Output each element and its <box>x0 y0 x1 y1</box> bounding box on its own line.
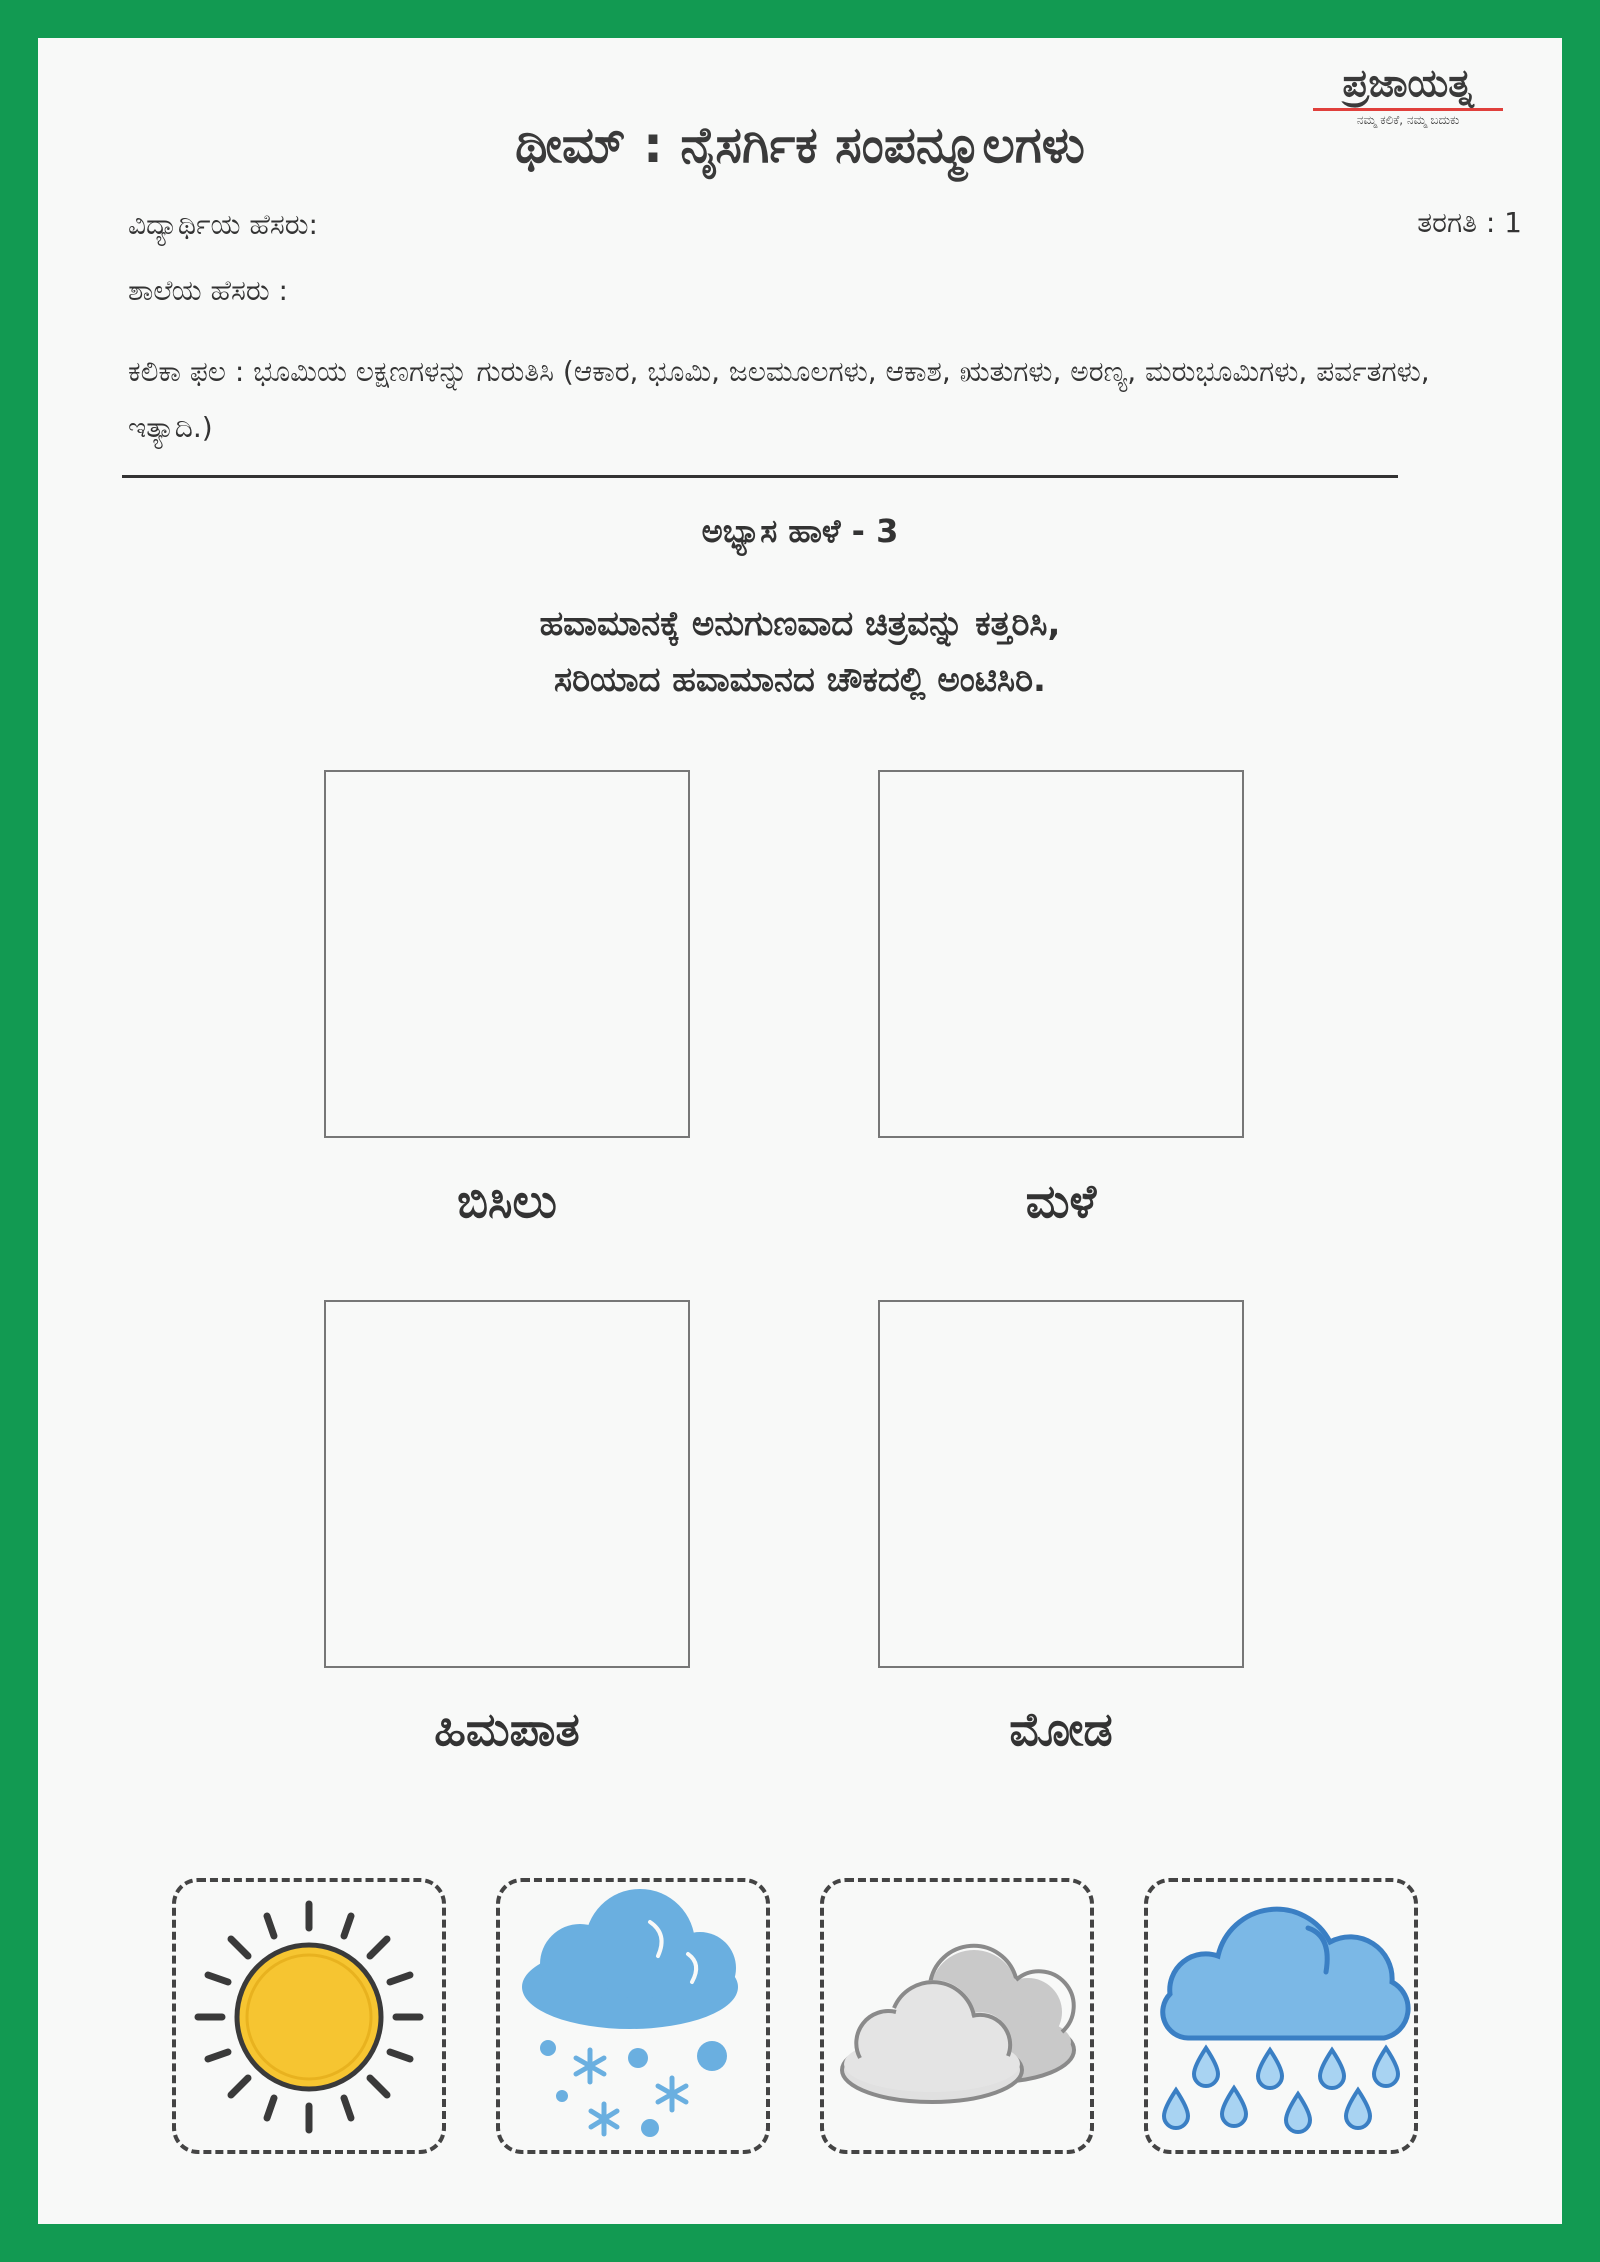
label-snow: ಹಿಮಪಾತ <box>434 1702 580 1756</box>
worksheet-page <box>38 38 1562 2224</box>
instruction-line-2: ಸರಿಯಾದ ಹವಾಮಾನದ ಚೌಕದಲ್ಲಿ ಅಂಟಿಸಿರಿ. <box>554 660 1046 700</box>
logo-name: ಪ್ರಜಾಯತ್ನ <box>1342 61 1474 105</box>
paste-box-sunny[interactable] <box>324 770 690 1138</box>
brand-logo <box>1278 60 1538 128</box>
learning-outcome: ಕಲಿಕಾ ಫಲ : ಭೂಮಿಯ ಲಕ್ಷಣಗಳನ್ನು ಗುರುತಿಸಿ (ಆಕಾರ, ಭೂಮಿ, ಜಲಮೂಲಗಳು, ಆಕಾಶ, ಋತುಗಳು, ಅರಣ್ಯ, ಮರುಭೂಮಿಗಳು, ಪರ್ವತಗಳು, ಇತ್ಯಾದಿ.) <box>128 355 1430 444</box>
cutout-card-sun[interactable] <box>172 1878 446 2154</box>
label-cloud: ಮೋಡ <box>1009 1702 1113 1756</box>
logo-tagline: ನಮ್ಮ ಕಲಿಕೆ, ನಮ್ಮ ಬದುಕು <box>1356 113 1460 127</box>
sun-icon <box>176 1882 442 2150</box>
cutout-card-rain[interactable] <box>1144 1878 1418 2154</box>
instruction-line-1: ಹವಾಮಾನಕ್ಕೆ ಅನುಗುಣವಾದ ಚಿತ್ರವನ್ನು ಕತ್ತರಿಸಿ, <box>539 604 1061 644</box>
paste-box-snow[interactable] <box>324 1300 690 1668</box>
snow-cloud-icon <box>500 1882 766 2150</box>
page-title: ಥೀಮ್ : ನೈಸರ್ಗಿಕ ಸಂಪನ್ಮೂಲಗಳು <box>515 116 1085 174</box>
rain-cloud-icon <box>1148 1882 1414 2150</box>
school-name-field: ಶಾಲೆಯ ಹೆಸರು : <box>128 274 288 307</box>
sheet-number: ಅಭ್ಯಾಸ ಹಾಳೆ - 3 <box>701 512 899 550</box>
grade-field: ತರಗತಿ : 1 <box>1417 206 1522 239</box>
paste-box-rain[interactable] <box>878 770 1244 1138</box>
cutout-card-cloud[interactable] <box>820 1878 1094 2154</box>
logo-underline <box>1313 108 1503 111</box>
student-name-field: ವಿದ್ಯಾರ್ಥಿಯ ಹೆಸರು: <box>128 208 318 241</box>
divider <box>122 475 1398 478</box>
paste-box-cloud[interactable] <box>878 1300 1244 1668</box>
cutout-card-snow[interactable] <box>496 1878 770 2154</box>
label-sunny: ಬಿಸಿಲು <box>457 1174 557 1228</box>
cloud-icon <box>824 1882 1090 2150</box>
label-rain: ಮಳೆ <box>1025 1174 1097 1228</box>
